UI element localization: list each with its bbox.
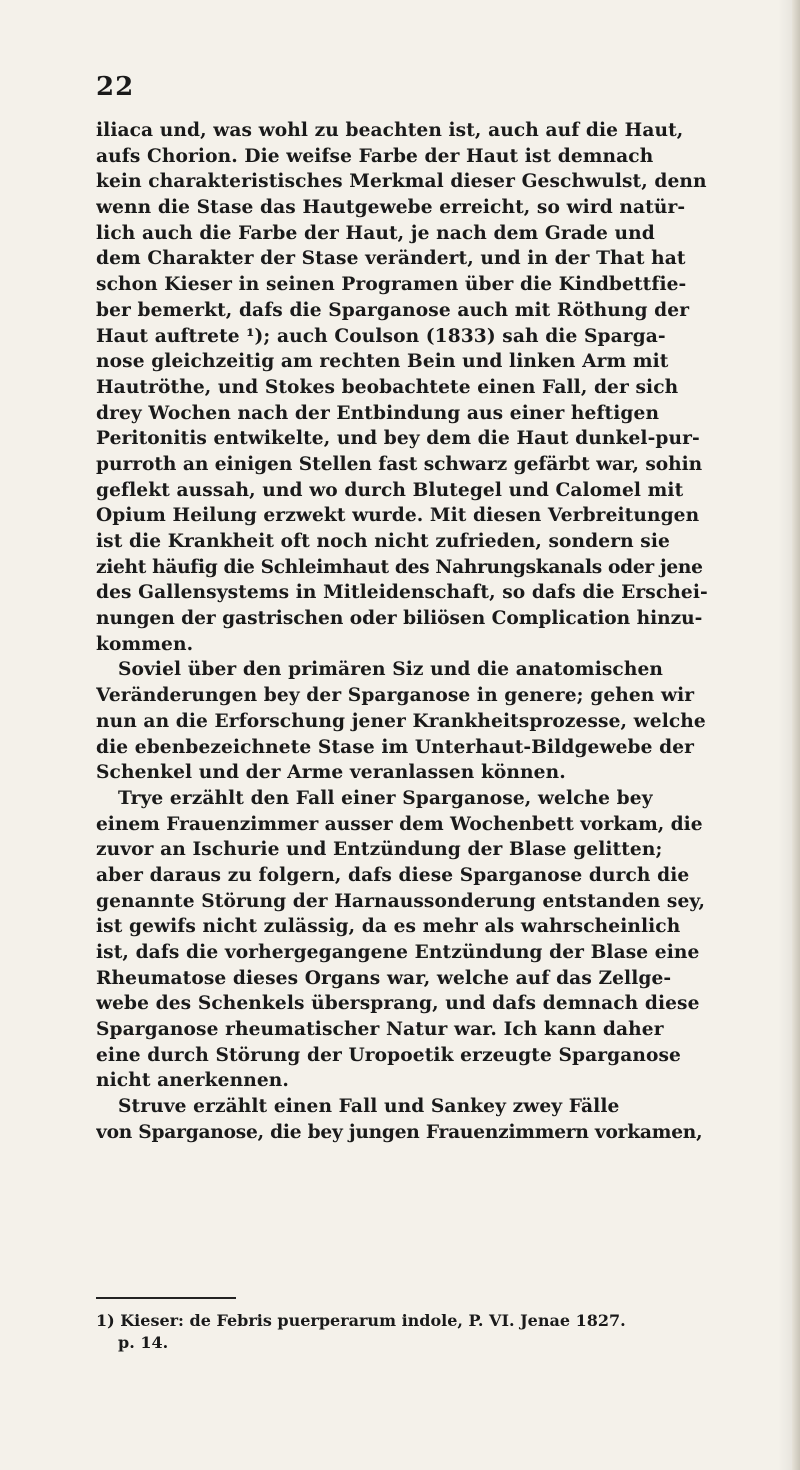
text-line: eine durch Störung der Uropoetik erzeugte Sparganose (96, 1044, 681, 1066)
footnote (96, 1310, 708, 1354)
text-line: Schenkel und der Arme veranlassen können. (96, 762, 566, 784)
text-line: ist, dafs die vorhergegangene Entzündung der Blase eine (96, 942, 700, 963)
text-line: Struve erzählt einen Fall und Sankey zwey Fälle (118, 1096, 620, 1118)
text-line: Peritonitis entwikelte, und bey dem die Haut dunkel-pur- (96, 428, 700, 450)
text-line: webe des Schenkels übersprang, und dafs demnach diese (96, 993, 700, 1015)
text-line: die ebenbezeichnete Stase im Unterhaut-Bildgewebe der (96, 736, 695, 758)
text-line: einem Frauenzimmer ausser dem Wochenbett vorkam, die (96, 813, 703, 835)
footnote-line: p. 14. (118, 1333, 169, 1352)
page-edge-shadow (778, 0, 792, 1470)
text-line: aufs Chorion. Die weifse Farbe der Haut ist demnach (96, 145, 654, 167)
text-line: Haut auftrete ¹); auch Coulson (1833) sah die Sparga- (96, 325, 666, 347)
page-edge (792, 0, 800, 1470)
text-line: lich auch die Farbe der Haut, je nach dem Grade und (96, 222, 655, 244)
text-line: schon Kieser in seinen Programen über die Kindbettfie- (96, 274, 687, 296)
text-line: aber daraus zu folgern, dafs diese Sparganose durch die (96, 864, 690, 886)
text-line: nun an die Erforschung jener Krankheitsprozesse, welche (96, 710, 706, 732)
text-line: Soviel über den primären Siz und die anatomischen (118, 659, 664, 681)
body-text (96, 118, 708, 1146)
text-line: nicht anerkennen. (96, 1070, 289, 1092)
text-line: nungen der gastrischen oder biliösen Complication hinzu- (96, 608, 703, 630)
text-line: kommen. (96, 633, 194, 655)
text-line: zuvor an Ischurie und Entzündung der Blase gelitten; (96, 839, 663, 861)
text-line: purroth an einigen Stellen fast schwarz gefärbt war, sohin (96, 453, 703, 475)
text-line: kein charakteristisches Merkmal dieser Geschwulst, denn (96, 171, 707, 193)
text-line: iliaca und, was wohl zu beachten ist, auch auf die Haut, (96, 120, 684, 141)
footnote-line: 1) Kieser: de Febris puerperarum indole, P. VI. Jenae 1827. (96, 1311, 626, 1330)
text-line: dem Charakter der Stase verändert, und in der That hat (96, 248, 686, 270)
footnote-divider (96, 1297, 236, 1299)
text-line: ist die Krankheit oft noch nicht zufrieden, sondern sie (96, 531, 670, 552)
text-line: ber bemerkt, dafs die Sparganose auch mit Röthung der (96, 299, 690, 321)
page-number: 22 (96, 72, 135, 102)
text-line: genannte Störung der Harnaussonderung entstanden sey, (96, 890, 706, 912)
text-line: wenn die Stase das Hautgewebe erreicht, so wird natür- (96, 197, 686, 219)
text-line: des Gallensystems in Mitleidenschaft, so dafs die Erschei- (96, 582, 708, 604)
text-line: Sparganose rheumatischer Natur war. Ich kann daher (96, 1019, 664, 1041)
text-line: Rheumatose dieses Organs war, welche auf das Zellge- (96, 967, 672, 989)
text-line: ist gewifs nicht zulässig, da es mehr als wahrscheinlich (96, 916, 681, 938)
text-line: nose gleichzeitig am rechten Bein und linken Arm mit (96, 351, 669, 373)
text-line: Veränderungen bey der Sparganose in genere; gehen wir (96, 685, 695, 707)
text-line: Hautröthe, und Stokes beobachtete einen Fall, der sich (96, 376, 679, 398)
text-line: geflekt aussah, und wo durch Blutegel und Calomel mit (96, 479, 684, 501)
text-line: zieht häufig die Schleimhaut des Nahrungskanals oder jene (96, 556, 703, 578)
text-line: von Sparganose, die bey jungen Frauenzimmern vorkamen, (96, 1121, 703, 1143)
text-line: Trye erzählt den Fall einer Sparganose, welche bey (118, 787, 653, 809)
text-line: Opium Heilung erzwekt wurde. Mit diesen Verbreitungen (96, 505, 700, 527)
text-line: drey Wochen nach der Entbindung aus einer heftigen (96, 402, 660, 424)
